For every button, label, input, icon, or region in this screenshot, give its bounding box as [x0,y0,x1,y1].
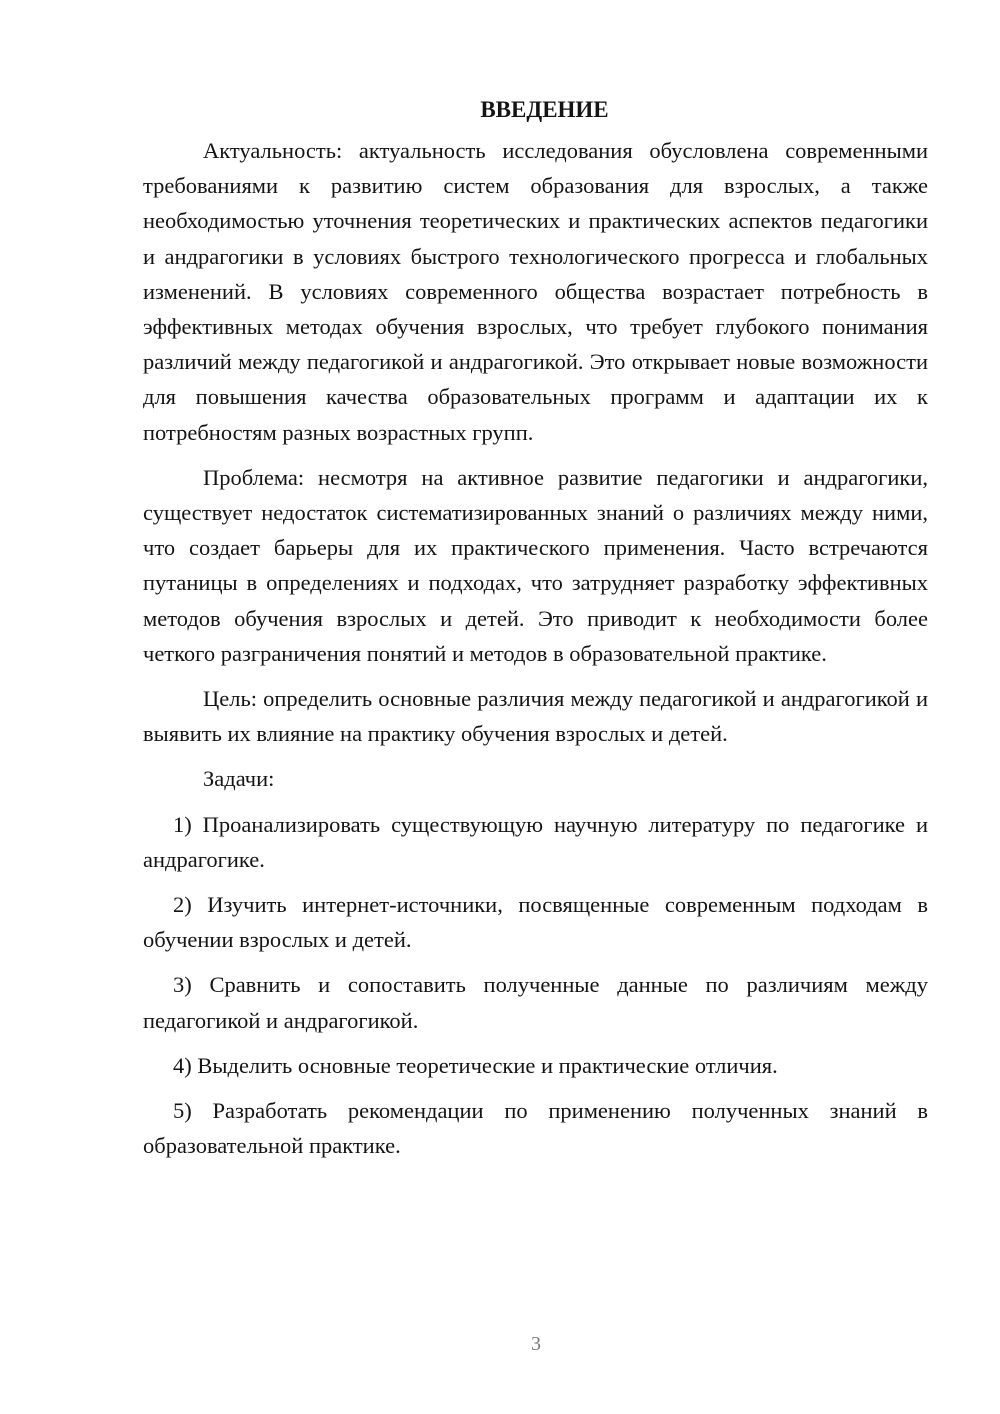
page-number: 3 [531,1333,541,1355]
problem-paragraph: Проблема: несмотря на активное развитие педагогики и андрагогики, существует недостаток систематизированных знаний о различиях между ними, что создает барьеры для их практического применения. Часто встречаются путаницы в определениях и подходах, что затрудняет разработку эффективных методов обучения взрослых и детей. Это приводит к необходимости более четкого разграничения понятий и методов в образовательной практике. [143,464,928,666]
task-item-4: 4) Выделить основные теоретические и практические отличия. [173,1052,778,1078]
task-item-5: 5) Разработать рекомендации по применению полученных знаний в образовательной практике. [143,1098,928,1159]
task-item-3: 3) Сравнить и сопоставить полученные данные по различиям между педагогикой и андрагогикой. [143,972,928,1033]
document-page [143,92,928,1173]
section-heading: ВВЕДЕНИЕ [480,97,609,122]
tasks-label: Задачи: [203,766,275,792]
tasks-list [143,807,928,1164]
relevance-paragraph: Актуальность: актуальность исследования обусловлена современными требованиями к развитию систем образования для взрослых, а также необходимостью уточнения теоретических и практических аспектов педагогики и андрагогики в условиях быстрого технологического прогресса и глобальных изменений. В условиях современного общества возрастает потребность в эффективных методах обучения взрослых, что требует глубокого понимания различий между педагогикой и андрагогикой. Это открывает новые возможности для повышения качества образовательных программ и адаптации их к потребностям разных возрастных групп. [143,138,928,445]
task-item-1: 1) Проанализировать существующую научную литературу по педагогике и андрагогике. [143,811,928,872]
task-item-2: 2) Изучить интернет-источники, посвященные современным подходам в обучении взрослых и детей. [143,892,928,953]
goal-paragraph: Цель: определить основные различия между педагогикой и андрагогикой и выявить их влияние на практику обучения взрослых и детей. [143,686,928,747]
